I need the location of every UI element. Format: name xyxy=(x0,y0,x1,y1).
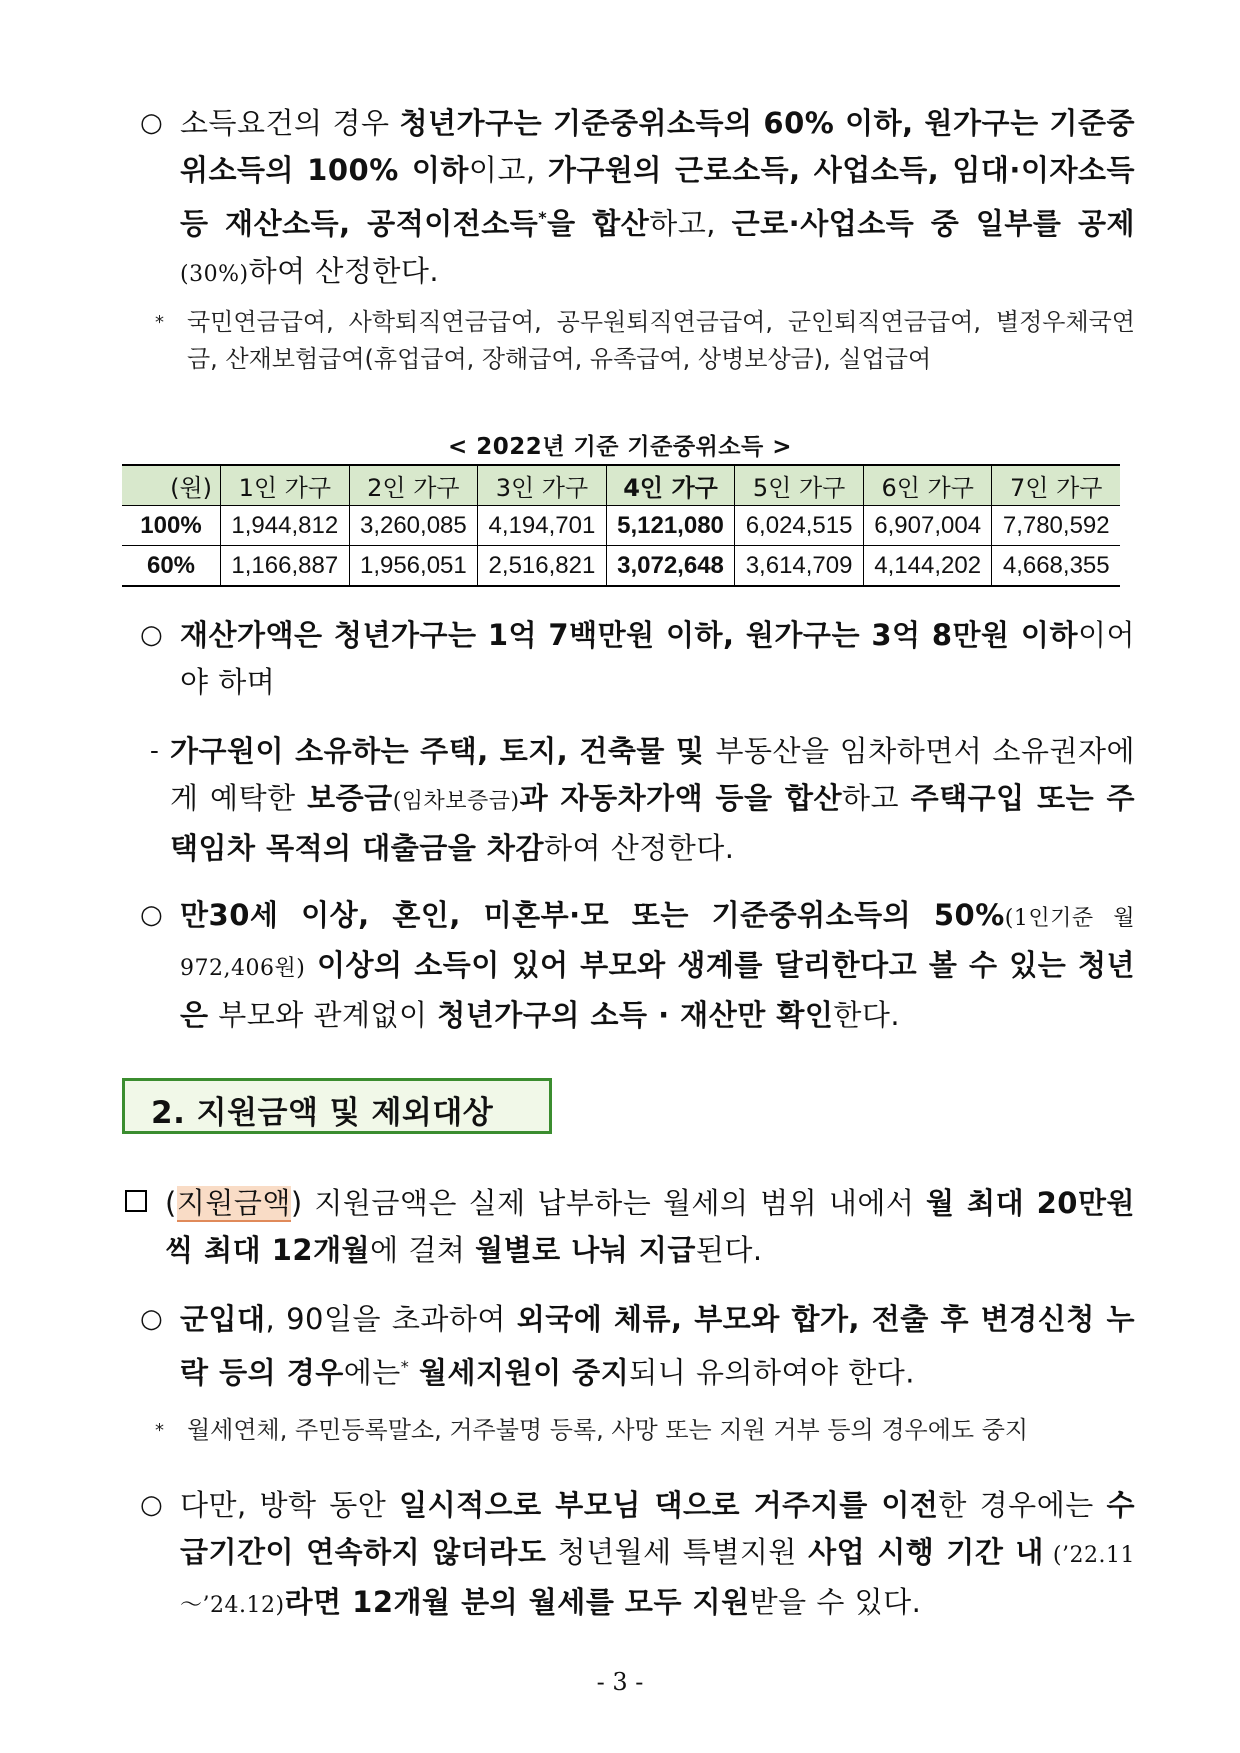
text-segment: (30%) xyxy=(180,261,249,287)
household-size-header-cell: 2인 가구 xyxy=(349,465,478,506)
household-size-header-cell: 7인 가구 xyxy=(992,465,1120,506)
table-cell: 3,072,648 xyxy=(606,546,735,587)
text-segment: (임차보증금) xyxy=(392,789,520,814)
text-segment: * xyxy=(400,1357,410,1376)
table-cell: 7,780,592 xyxy=(992,506,1120,546)
table-cell: 6,024,515 xyxy=(735,506,864,546)
paragraph-text xyxy=(165,1180,1135,1274)
footnote-public-transfer-income xyxy=(155,304,1135,378)
text-segment: 보증금 xyxy=(307,781,393,815)
median-income-table xyxy=(122,464,1120,587)
row-label-cell: 100% xyxy=(140,511,202,539)
table-cell: 4,194,701 xyxy=(478,506,607,546)
asterisk-icon: * xyxy=(155,1420,164,1441)
text-segment: 다만, 방학 동안 xyxy=(180,1488,400,1522)
text-segment: ) 지원금액은 실제 납부하는 월세의 범위 내에서 xyxy=(290,1186,927,1220)
table-cell: 2,516,821 xyxy=(478,546,607,587)
footnote-text: 국민연금급여, 사학퇴직연금급여, 공무원퇴직연금급여, 군인퇴직연금급여, 별정우체국연금, 산재보험급여(휴업급여, 장해급여, 유족급여, 상병보상금), 실업급여 xyxy=(187,308,1135,373)
text-segment: 부동산을 임차하면서 소유권자에게 예탁한 xyxy=(170,734,1135,815)
unit-header-cell: (원) xyxy=(170,474,212,502)
text-segment: 이상의 소득이 있어 부모와 생계를 달리한다고 볼 수 있는 청년은 xyxy=(180,948,1135,1032)
text-segment: 월 최대 20만원씩 최대 12개월 xyxy=(165,1186,1135,1267)
text-segment: * xyxy=(538,208,548,227)
table-caption: < 2022년 기준 기준중위소득 > xyxy=(447,434,793,460)
row-label-cell: 60% xyxy=(146,551,196,579)
paragraph-text xyxy=(180,1296,1135,1397)
text-segment: 주택구입 또는 주택임차 목적의 대출금을 차감 xyxy=(170,781,1136,865)
highlighted-term: 지원금액 xyxy=(176,1186,291,1220)
text-segment: 이고, xyxy=(468,153,548,187)
circle-bullet-icon: ○ xyxy=(140,1304,164,1334)
section-heading-box xyxy=(122,1078,552,1134)
household-size-header-cell: 5인 가구 xyxy=(735,465,864,506)
text-segment: (1인기준 월 972,406원) xyxy=(180,906,1135,981)
text-segment: 청년가구의 소득 · 재산만 확인 xyxy=(437,998,834,1032)
section-title: 2. 지원금액 및 제외대상 xyxy=(151,1095,494,1131)
text-segment: 받을 수 있다. xyxy=(749,1585,922,1619)
text-segment: (’22.11～’24.12) xyxy=(180,1543,1135,1618)
text-segment: 소득요건의 경우 xyxy=(180,106,400,140)
text-segment: 외국에 체류, 부모와 합가, 전출 후 변경신청 누락 등의 경우 xyxy=(180,1302,1135,1390)
page-number: - 3 - xyxy=(596,1668,644,1696)
text-segment: 하여 산정한다. xyxy=(248,253,440,288)
text-segment: 근로·사업소득 중 일부를 공제 xyxy=(731,206,1135,241)
table-row xyxy=(122,506,1120,546)
table-cell: 1,166,887 xyxy=(221,546,350,587)
text-segment xyxy=(409,1356,419,1390)
text-segment: 청년월세 특별지원 xyxy=(546,1535,809,1569)
text-segment: ( xyxy=(165,1186,177,1220)
table-cell: 1,944,812 xyxy=(221,506,350,546)
circle-bullet-icon: ○ xyxy=(140,900,164,930)
paragraph-suspension xyxy=(125,1296,1135,1397)
circle-bullet-icon: ○ xyxy=(140,620,164,650)
text-segment: 을 합산 xyxy=(547,206,650,241)
text-segment: 되니 유의하여야 한다. xyxy=(629,1355,915,1390)
household-size-header-cell: 4인 가구 xyxy=(606,465,735,506)
footnote-suspension-cases xyxy=(155,1412,1135,1449)
dash-bullet: - xyxy=(150,736,160,766)
text-segment: 한다. xyxy=(833,998,901,1032)
paragraph-independent-youth xyxy=(125,892,1135,1039)
household-size-header-cell: 6인 가구 xyxy=(863,465,992,506)
text-segment: 에는 xyxy=(343,1355,401,1390)
text-segment: 된다. xyxy=(695,1233,763,1267)
text-segment: 만30세 이상, 혼인, 미혼부·모 또는 기준중위소득의 50% xyxy=(180,898,1005,932)
table-cell: 5,121,080 xyxy=(606,506,735,546)
text-segment: 가구원이 소유하는 주택, 토지, 건축물 및 xyxy=(170,734,716,768)
paragraph-text xyxy=(180,612,1135,706)
text-segment: 수급기간이 연속하지 않더라도 xyxy=(180,1488,1135,1569)
text-segment: , 90일을 초과하여 xyxy=(265,1302,517,1336)
household-size-header-cell: 1인 가구 xyxy=(221,465,350,506)
table-cell: 3,260,085 xyxy=(349,506,478,546)
footnote-text: 월세연체, 주민등록말소, 거주불명 등록, 사망 또는 지원 거부 등의 경우에도 중지 xyxy=(187,1416,1029,1444)
text-segment: 일시적으로 부모님 댁으로 거주지를 이전 xyxy=(399,1488,939,1522)
table-cell: 6,907,004 xyxy=(863,506,992,546)
asterisk-icon: * xyxy=(155,312,164,333)
paragraph-income-requirement xyxy=(125,100,1135,298)
text-segment: 재산가액은 청년가구는 1억 7백만원 이하, 원가구는 3억 8만원 이하 xyxy=(180,618,1078,652)
text-segment: 하여 산정한다. xyxy=(543,831,735,865)
text-segment: 라면 12개월 분의 월세를 모두 지원 xyxy=(284,1585,750,1619)
text-segment: 부모와 관계없이 xyxy=(208,998,438,1032)
table-cell: 3,614,709 xyxy=(735,546,864,587)
text-segment: 가구원의 근로소득, 사업소득, 임대·이자소득 등 재산소득, 공적이전소득 xyxy=(180,153,1135,241)
circle-bullet-icon: ○ xyxy=(140,1490,164,1520)
table-header-row xyxy=(122,465,1120,506)
household-size-header-cell: 3인 가구 xyxy=(478,465,607,506)
paragraph-vacation-exception xyxy=(125,1482,1135,1629)
table-row xyxy=(122,546,1120,587)
table-cell: 1,956,051 xyxy=(349,546,478,587)
text-segment: 월세지원이 중지 xyxy=(419,1355,630,1390)
paragraph-asset-calculation xyxy=(125,728,1135,872)
table-cell: 4,144,202 xyxy=(863,546,992,587)
paragraph-text xyxy=(180,1482,1135,1629)
paragraph-support-amount xyxy=(112,1180,1135,1274)
text-segment: 하고, xyxy=(649,206,732,241)
text-segment: 월별로 나눠 지급 xyxy=(475,1233,696,1267)
paragraph-text xyxy=(170,728,1135,872)
table-cell: 4,668,355 xyxy=(992,546,1120,587)
text-segment: 하고 xyxy=(842,781,911,815)
text-segment: 과 자동차가액 등을 합산 xyxy=(519,781,843,815)
circle-bullet-icon: ○ xyxy=(140,108,164,138)
text-segment: 군입대 xyxy=(180,1302,266,1336)
paragraph-text xyxy=(180,100,1135,298)
text-segment: 사업 시행 기간 내 xyxy=(808,1535,1044,1569)
text-segment: 청년가구는 기준중위소득의 60% 이하, 원가구는 기준중위소득의 100% 이하 xyxy=(180,106,1135,187)
text-segment: 이어야 하며 xyxy=(180,618,1135,699)
text-segment: 에 걸쳐 xyxy=(370,1233,476,1267)
paragraph-asset-requirement xyxy=(125,612,1135,706)
text-segment: 한 경우에는 xyxy=(938,1488,1107,1522)
paragraph-text xyxy=(180,892,1135,1039)
